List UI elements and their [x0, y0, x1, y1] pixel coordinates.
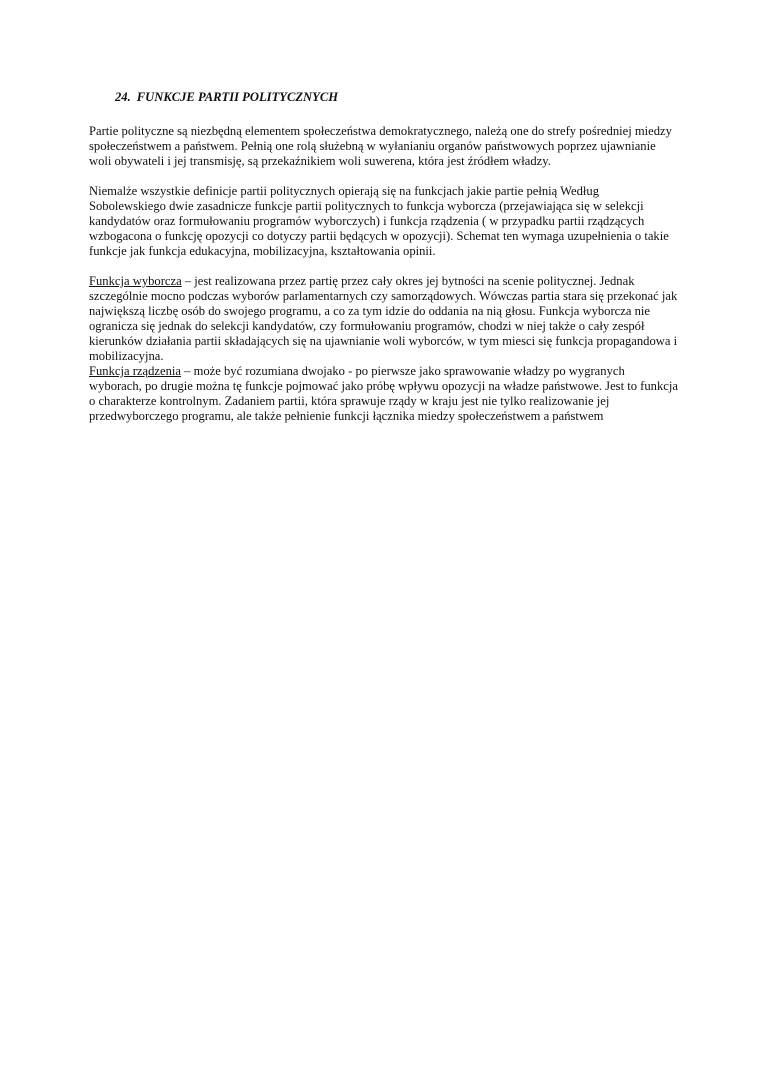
paragraph-electoral-function	[89, 274, 679, 364]
paragraph-governing-function-text: – może być rozumiana dwojako - po pierwsze jako sprawowanie władzy po wygranych wyborach, po drugie można tę funkcje pojmować jako próbę wpływu opozycji na władze państwowe. Jest to funkcja o charakterze kontrolnym. Zadaniem partii, która sprawuje rządy w kraju jest nie tylko realizowanie jej przedwyborczego programu, ale także pełnienie funkcji łącznika miedzy społeczeństwem a państwem	[89, 364, 678, 423]
paragraph-intro	[89, 124, 679, 169]
paragraph-governing-function	[89, 364, 679, 424]
term-governing-function: Funkcja rządzenia	[89, 364, 181, 378]
paragraph-intro-text: Partie polityczne są niezbędną elementem społeczeństwa demokratycznego, należą one do strefy pośredniej miedzy społeczeństwem a państwem. Pełnią one rolą służebną w wyłanianiu organów państwowych poprzez ujawnianie woli obywateli i jej transmisję, są przekaźnikiem woli suwerena, która jest źródłem władzy.	[89, 124, 672, 168]
section-title: FUNKCJE PARTII POLITYCZNYCH	[136, 90, 339, 104]
document-content	[89, 90, 679, 424]
section-heading	[115, 90, 679, 105]
section-number: 24.	[115, 90, 131, 104]
paragraph-electoral-function-text: – jest realizowana przez partię przez cały okres jej bytności na scenie politycznej. Jednak szczególnie mocno podczas wyborów parlamentarnych czy samorządowych. Wówczas partia stara się przekonać jak największą liczbę osób do swojego programu, a co za tym idzie do oddania na nią głosu. Funkcja wyborcza nie ogranicza się jednak do selekcji kandydatów, czy formułowaniu programów, chodzi w niej także o cały zespół kierunków działania partii składających się na ujawnianie woli wyborców, w tym miesci się funkcja propagandowa i mobilizacyjna.	[89, 274, 678, 363]
term-electoral-function: Funkcja wyborcza	[89, 274, 182, 288]
paragraph-definitions	[89, 184, 679, 259]
paragraph-definitions-text: Niemalże wszystkie definicje partii politycznych opierają się na funkcjach jakie partie pełnią Według Sobolewskiego dwie zasadnicze funkcje partii politycznych to funkcja wyborcza (przejawiająca się w selekcji kandydatów oraz formułowaniu programów wyborczych) i funkcja rządzenia ( w przypadku partii rządzących wzbogacona o funkcję opozycji co dotyczy partii będących w opozycji). Schemat ten wymaga uzupełnienia o takie funkcje jak funkcja edukacyjna, mobilizacyjna, kształtowania opinii.	[89, 184, 669, 258]
